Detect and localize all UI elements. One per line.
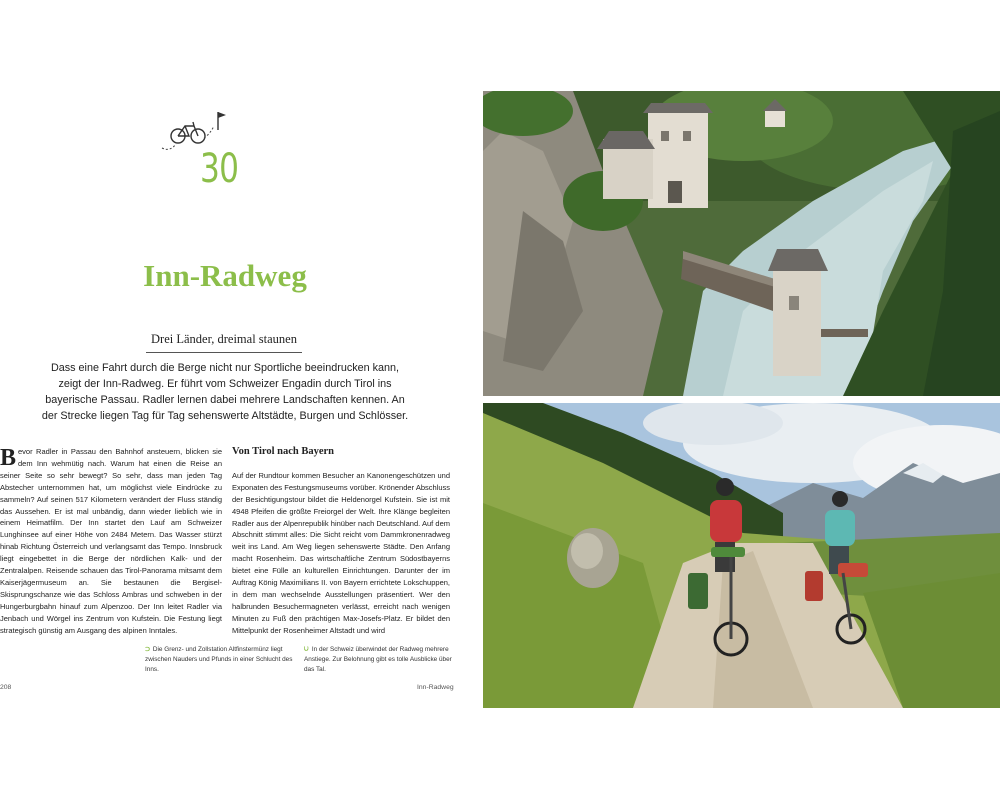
photo-caption-top: ⮊ Die Grenz- und Zollstation Altfinstermünz liegt zwischen Nauders und Pfunds in einer Schlucht des Inns.: [145, 646, 293, 673]
dropcap: B: [0, 445, 17, 471]
intro-divider: [146, 352, 302, 353]
running-title: Inn-Radweg: [417, 684, 454, 691]
page-number: 208: [0, 684, 12, 691]
chapter-number: 30: [200, 146, 239, 192]
intro-text: Dass eine Fahrt durch die Berge nicht nur Sportliche beeindrucken kann, zeigt der Inn-Radweg. Er führt vom Schweizer Engadin durch Tirol ins bayerische Passau. Radler lernen dabei mehrere Landschaften kennen. An der Strecke liegen Tag für Tag sehenswerte Altstädte, Burgen und Schlösser.: [41, 362, 409, 422]
body-text-right: Auf der Rundtour kommen Besucher an Kanonengeschützen und Exponaten des Festungsmuseums vorüber. Krönender Abschluss der Besichtigungstour bildet die Heldenorgel Kufstein. Sie ist mit 4948 Pfeifen die größte Freiorgel der Welt. Ihre Klänge begleiten Radler aus der Alpenrepublik hinüber nach Deutschland. Auf dem Abschnitt stimmt alles: Die Sicht reicht vom Dammkronenradweg weit ins Land. Am Weg liegen sehenswerte Städte. Den Anfang macht Rosenheim. Das wirtschaftliche Zentrum Südostbayerns bietet eine Fülle an kulturellen Einrichtungen. Darunter der im Auftrag König Maximilians II. von Bayern errichtete Lokschuppen, in dem man wechselnde Ausstellungen präsentiert. Wer den halbrunden Besuchermagneten verlässt, erreicht nach wenigen Minuten zu Fuß den prächtigen Max-Josefs-Platz. Er bildet den Mittelpunkt der Rosenheimer Altstadt und wird: [232, 470, 450, 635]
photo-cyclists-trail: [483, 403, 1000, 708]
arrow-down-icon: ⮋: [304, 646, 309, 653]
body-text-left: evor Radler in Passau den Bahnhof ansteuern, blicken sie dem Inn wehmütig nach. Warum hat einen die Reise an seiner Seite so sehr bewegt? So sehr, dass man jeden Tag Abstecher unternommen hat, um möglichst viele Eindrücke zu sammeln? Auf seinen 517 Kilometern verändert der Fluss ständig das Aussehen. Er ist mal unbändig, dann wieder lieblich wie in einem Heimatfilm. Der Inn startet den Lauf am Schweizer Lunghinsee auf einer Höhe von 2484 Metern. Das Wasser stürzt hinab Richtung Österreich und verlangsamt das Tempo. Innsbruck liegt eingebettet in die Berge der nördlichen Kalk- und der Zentralalpen. Reisende schauen das Tirol-Panorama mitsamt dem Kaiserjägermuseum an. Sie bestaunen die Bergisel-Skisprungschanze wie das Schloss Ambras und schweben in der Hungerburgbahn hinauf zum Alpenzoo. Der Inn leitet Radler via Jenbach und Wörgel ins Zentrum von Kufstein. Die Festung liegt strategisch günstig am Ausgang des alpinen Inntales.: [0, 447, 222, 635]
intro-heading: Drei Länder, dreimal staunen: [151, 332, 297, 346]
arrow-right-icon: ⮊: [145, 646, 150, 653]
body-column-right: [232, 446, 450, 637]
photo-fortress-river: [483, 91, 1000, 396]
body-column-left: [0, 446, 222, 637]
chapter-title: Inn-Radweg: [143, 258, 307, 293]
section-heading: Von Tirol nach Bayern: [232, 446, 335, 457]
photo-caption-bottom: ⮋ In der Schweiz überwindet der Radweg mehrere Anstiege. Zur Belohnung gibt es tolle Ausblicke über das Tal.: [304, 646, 452, 673]
